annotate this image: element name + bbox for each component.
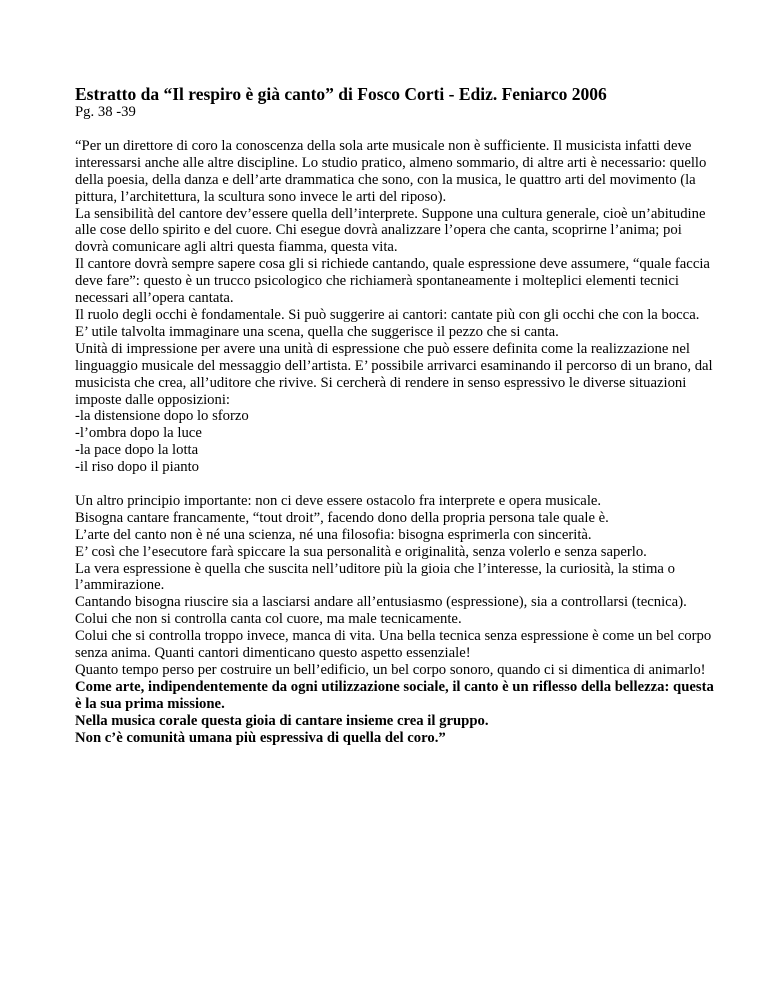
list-item: -la distensione dopo lo sforzo [75, 408, 249, 425]
paragraph: La vera espressione è quella che suscita nell’uditore più la gioia che l’interesse, la curiosità, la stima o l’ammirazione. [75, 560, 675, 594]
list-item: -l’ombra dopo la luce [75, 425, 202, 442]
text-block-1 [75, 138, 715, 476]
paragraph: La sensibilità del cantore dev’essere quella dell’interprete. Suppone una cultura generale, cioè un’abitudine alle cose dello spirito e del cuore. Chi esegue dovrà analizzare l’opera che canta, scoprirne l’anima; poi dovrà comunicare agli altri questa fiamma, questa vita. [75, 205, 706, 256]
paragraph: Unità di impressione per avere una unità di espressione che può essere definita come la realizzazione nel linguaggio musicale del messaggio dell’artista. E’ possibile arrivarci esaminando il percorso di un brano, dal musicista che crea, all’uditore che rivive. Si cercherà di rendere in senso espressivo le diverse situazioni imposte dalle opposizioni: [75, 340, 713, 408]
paragraph: Bisogna cantare francamente, “tout droit”, facendo dono della propria persona tale quale è. [75, 509, 609, 526]
paragraph: Quanto tempo perso per costruire un bell’edificio, un bel corpo sonoro, quando ci si dimentica di animarlo! [75, 661, 706, 678]
paragraph: Colui che non si controlla canta col cuore, ma male tecnicamente. [75, 611, 462, 628]
bold-paragraph: Nella musica corale questa gioia di cantare insieme crea il gruppo. [75, 712, 489, 729]
paragraph: E’ così che l’esecutore farà spiccare la sua personalità e originalità, senza volerlo e senza saperlo. [75, 543, 647, 560]
list-item: -la pace dopo la lotta [75, 442, 199, 459]
paragraph: “Per un direttore di coro la conoscenza della sola arte musicale non è sufficiente. Il musicista infatti deve interessarsi anche alle altre discipline. Lo studio pratico, almeno sommario, di altre arti è necessario: quello della poesia, della danza e dell’arte drammatica che sono, con la musica, le quattro arti del movimento (la pittura, l’architettura, la scultura sono invece le arti del riposo). [75, 137, 707, 205]
bold-paragraph: Come arte, indipendentemente da ogni utilizzazione sociale, il canto è un riflesso della bellezza: questa è la sua prima missione. [75, 678, 714, 712]
paragraph: Il cantore dovrà sempre sapere cosa gli si richiede cantando, quale espressione deve assumere, “quale faccia deve fare”: questo è un trucco psicologico che richiamerà spontaneamente i molteplici elementi tecnici necessari all’opera cantata. [75, 256, 710, 307]
text-block-2 [75, 493, 715, 747]
paragraph: L’arte del canto non è né una scienza, né una filosofia: bisogna esprimerla con sincerità. [75, 526, 592, 543]
paragraph: Cantando bisogna riuscire sia a lasciarsi andare all’entusiasmo (espressione), sia a controllarsi (tecnica). [75, 594, 687, 611]
paragraph: Il ruolo degli occhi è fondamentale. Si può suggerire ai cantori: cantate più con gli occhi che con la bocca. E’ utile talvolta immaginare una scena, quella che suggerisce il pezzo che si canta. [75, 306, 700, 340]
paragraph: Un altro principio importante: non ci deve essere ostacolo fra interprete e opera musicale. [75, 492, 602, 509]
list-item: -il riso dopo il pianto [75, 459, 200, 476]
document-page [75, 84, 715, 747]
paragraph-gap [75, 476, 715, 493]
document-title: Estratto da “Il respiro è già canto” di Fosco Corti - Ediz. Feniarco 2006 [75, 84, 607, 104]
paragraph: Colui che si controlla troppo invece, manca di vita. Una bella tecnica senza espressione è come un bel corpo senza anima. Quanti cantori dimenticano questo aspetto essenziale! [75, 628, 712, 662]
bold-paragraph: Non c’è comunità umana più espressiva di quella del coro.” [75, 729, 446, 746]
page-reference: Pg. 38 -39 [75, 104, 136, 120]
